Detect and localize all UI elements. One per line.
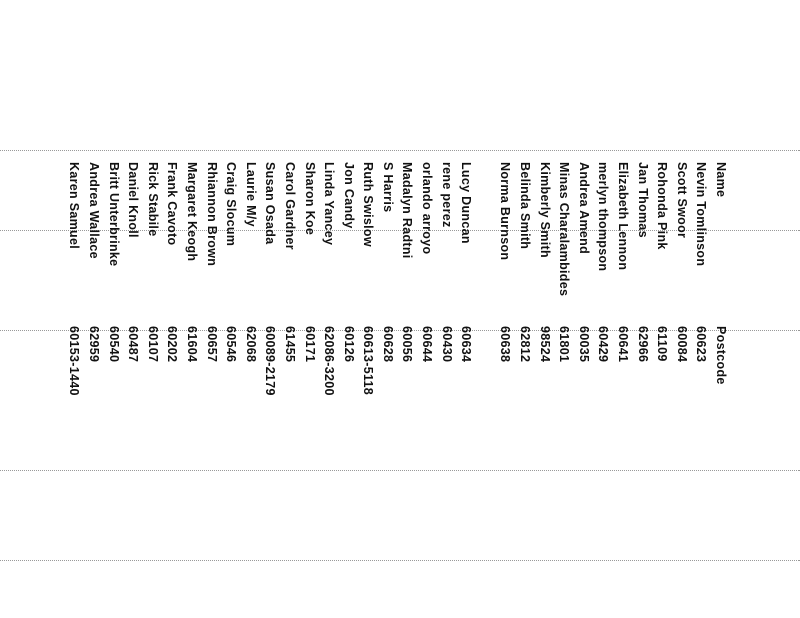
name-cell: Minas Charalambides: [557, 162, 572, 297]
postcode-cell: 60035: [576, 326, 591, 363]
table-row: [534, 162, 554, 602]
name-cell: Rick Stabile: [145, 162, 160, 237]
name-cell: Rhiannon Brown: [204, 162, 219, 267]
name-cell: Susan Osada: [263, 162, 278, 245]
group-spacer: [475, 162, 495, 602]
table-row: [103, 162, 123, 602]
table-row: [652, 162, 672, 602]
dotted-guide-line: [0, 150, 800, 151]
table-row: [64, 162, 84, 602]
table-row: [83, 162, 103, 602]
name-cell: Nevin Tomlinson: [694, 162, 709, 267]
postcode-cell: 62086-3200: [322, 326, 337, 396]
name-cell: Norma Burnson: [498, 162, 513, 261]
table-row: [240, 162, 260, 602]
name-cell: Madalyn Radtni: [400, 162, 415, 259]
postcode-cell: 60084: [674, 326, 689, 363]
name-cell: Ruth Swislow: [361, 162, 376, 247]
name-cell: Lucy Duncan: [459, 162, 474, 244]
postcode-cell: 60657: [204, 326, 219, 363]
table-row: [201, 162, 221, 602]
table-row: [123, 162, 143, 602]
postcode-cell: 62068: [243, 326, 258, 363]
name-cell: Elizabeth Lennon: [616, 162, 631, 271]
postcode-cell: 60107: [145, 326, 160, 363]
table-row: [632, 162, 652, 602]
postcode-cell: 60430: [439, 326, 454, 363]
postcode-cell: 60634: [459, 326, 474, 363]
name-cell: Frank Cavoto: [165, 162, 180, 246]
postcode-cell: 60628: [380, 326, 395, 363]
name-cell: Carol Gardner: [282, 162, 297, 250]
table-row: [377, 162, 397, 602]
postcode-cell: 60546: [224, 326, 239, 363]
table-row: [691, 162, 711, 602]
table-row: [299, 162, 319, 602]
name-cell: Belinda Smith: [518, 162, 533, 250]
postcode-cell: 60056: [400, 326, 415, 363]
table-row: [514, 162, 534, 602]
name-postcode-table: [64, 162, 730, 602]
name-cell: rene perez: [439, 162, 454, 228]
name-cell: Sharon Koe: [302, 162, 317, 236]
table-header-row: [710, 162, 730, 602]
table-row: [573, 162, 593, 602]
postcode-cell: 60089-2179: [263, 326, 278, 396]
postcode-cell: 60126: [341, 326, 356, 363]
postcode-cell: 61604: [184, 326, 199, 363]
table-row: [221, 162, 241, 602]
postcode-cell: 61801: [557, 326, 572, 363]
name-cell: Britt Unterbrinke: [106, 162, 121, 267]
name-cell: Margaret Keogh: [184, 162, 199, 262]
table-row: [612, 162, 632, 602]
name-cell: Andrea Wallace: [87, 162, 101, 259]
postcode-cell: 60153-1440: [67, 326, 82, 396]
table-row: [279, 162, 299, 602]
postcode-column-header: Postcode: [714, 326, 728, 385]
table-row: [358, 162, 378, 602]
name-cell: Laurie M/y: [243, 162, 258, 227]
table-row: [436, 162, 456, 602]
table-row: [417, 162, 437, 602]
table-row: [397, 162, 417, 602]
name-cell: Kimberly Smith: [537, 162, 552, 258]
table-row: [593, 162, 613, 602]
postcode-cell: 62966: [635, 326, 650, 363]
table-row: [338, 162, 358, 602]
name-column-header: Name: [714, 162, 728, 198]
name-cell: Rohonda Pink: [655, 162, 670, 250]
table-row: [554, 162, 574, 602]
postcode-cell: 60429: [596, 326, 611, 363]
name-cell: Scott Swoor: [674, 162, 689, 239]
postcode-cell: 60171: [302, 326, 317, 363]
table-row: [142, 162, 162, 602]
table-row: [260, 162, 280, 602]
name-cell: Jan Thomas: [635, 162, 650, 238]
name-cell: Daniel Knoll: [126, 162, 141, 238]
name-cell: Jon Candy: [341, 162, 356, 229]
name-cell: Craig Slocum: [224, 162, 239, 247]
postcode-cell: 60641: [616, 326, 631, 363]
name-cell: S Harris: [380, 162, 395, 213]
name-cell: Andrea Amend: [576, 162, 591, 255]
postcode-cell: 61109: [655, 326, 670, 362]
table-row: [456, 162, 476, 602]
table-row: [671, 162, 691, 602]
table-row: [495, 162, 515, 602]
postcode-cell: 62812: [518, 326, 533, 363]
postcode-cell: 61455: [282, 326, 297, 363]
postcode-cell: 60644: [420, 326, 435, 363]
table-row: [162, 162, 182, 602]
postcode-cell: 60638: [498, 326, 513, 363]
postcode-cell: 60623: [694, 326, 709, 363]
name-cell: Linda Yancey: [322, 162, 337, 246]
table-row: [181, 162, 201, 602]
name-cell: merlyn thompson: [596, 162, 611, 272]
name-cell: orlando arroyo: [420, 162, 435, 255]
table-row: [319, 162, 339, 602]
postcode-cell: 60202: [165, 326, 180, 363]
postcode-cell: 60540: [106, 326, 121, 363]
name-cell: Karen Samuel: [67, 162, 82, 249]
postcode-cell: 62959: [87, 326, 101, 363]
postcode-cell: 98524: [537, 326, 552, 363]
table-body: [64, 162, 711, 602]
postcode-cell: 60613-5118: [361, 326, 376, 396]
postcode-cell: 60487: [126, 326, 141, 363]
